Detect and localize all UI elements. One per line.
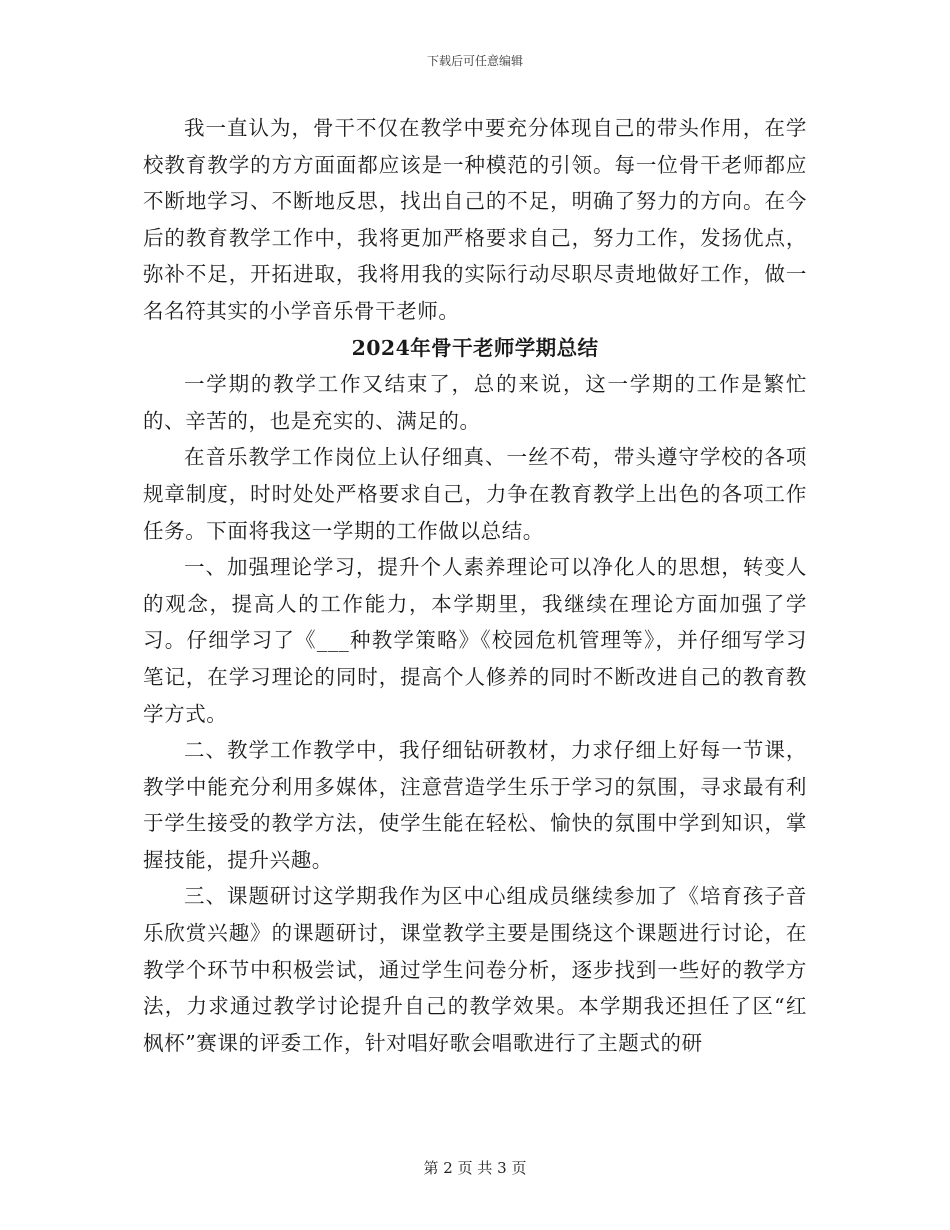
paragraph: 三、课题研讨这学期我作为区中心组成员继续参加了《培育孩子音乐欣赏兴趣》的课题研讨，课堂教学主要是围绕这个课题进行讨论，在教学个环节中积极尝试，通过学生问卷分析，逐步找到一些好的教学方法，力求通过教学讨论提升自己的教学效果。本学期我还担任了区“红枫杯”赛课的评委工作，针对唱好歌会唱歌进行了主题式的研 <box>143 884 807 1055</box>
document-body <box>143 110 807 1061</box>
page-number: 第 2 页 共 3 页 <box>423 1159 527 1177</box>
page-header: 下载后可任意编辑 <box>426 54 523 68</box>
section-title: 2024年骨干老师学期总结 <box>351 335 599 360</box>
paragraph: 二、教学工作教学中，我仔细钻研教材，力求仔细上好每一节课，教学中能充分利用多媒体，注意营造学生乐于学习的氛围，寻求最有利于学生接受的教学方法，使学生能在轻松、愉快的氛围中学到知识，掌握技能，提升兴趣。 <box>143 738 807 872</box>
paragraph-intro: 我一直认为，骨干不仅在教学中要充分体现自己的带头作用，在学校教育教学的方方面面都应该是一种模范的引领。每一位骨干老师都应不断地学习、不断地反思，找出自己的不足，明确了努力的方向。在今后的教育教学工作中，我将更加严格要求自己，努力工作，发扬优点，弥补不足，开拓进取，我将用我的实际行动尽职尽责地做好工作，做一名名符其实的小学音乐骨干老师。 <box>143 116 807 323</box>
paragraph: 在音乐教学工作岗位上认仔细真、一丝不苟，带头遵守学校的各项规章制度，时时处处严格要求自己，力争在教育教学上出色的各项工作任务。下面将我这一学期的工作做以总结。 <box>143 445 807 543</box>
paragraph: 一、加强理论学习，提升个人素养理论可以净化人的思想，转变人的观念，提高人的工作能力，本学期里，我继续在理论方面加强了学习。仔细学习了《___种教学策略》《校园危机管理等》，并仔细写学习笔记，在学习理论的同时，提高个人修养的同时不断改进自己的教育教学方式。 <box>143 555 807 726</box>
paragraph: 一学期的教学工作又结束了，总的来说，这一学期的工作是繁忙的、辛苦的，也是充实的、满足的。 <box>143 372 807 433</box>
